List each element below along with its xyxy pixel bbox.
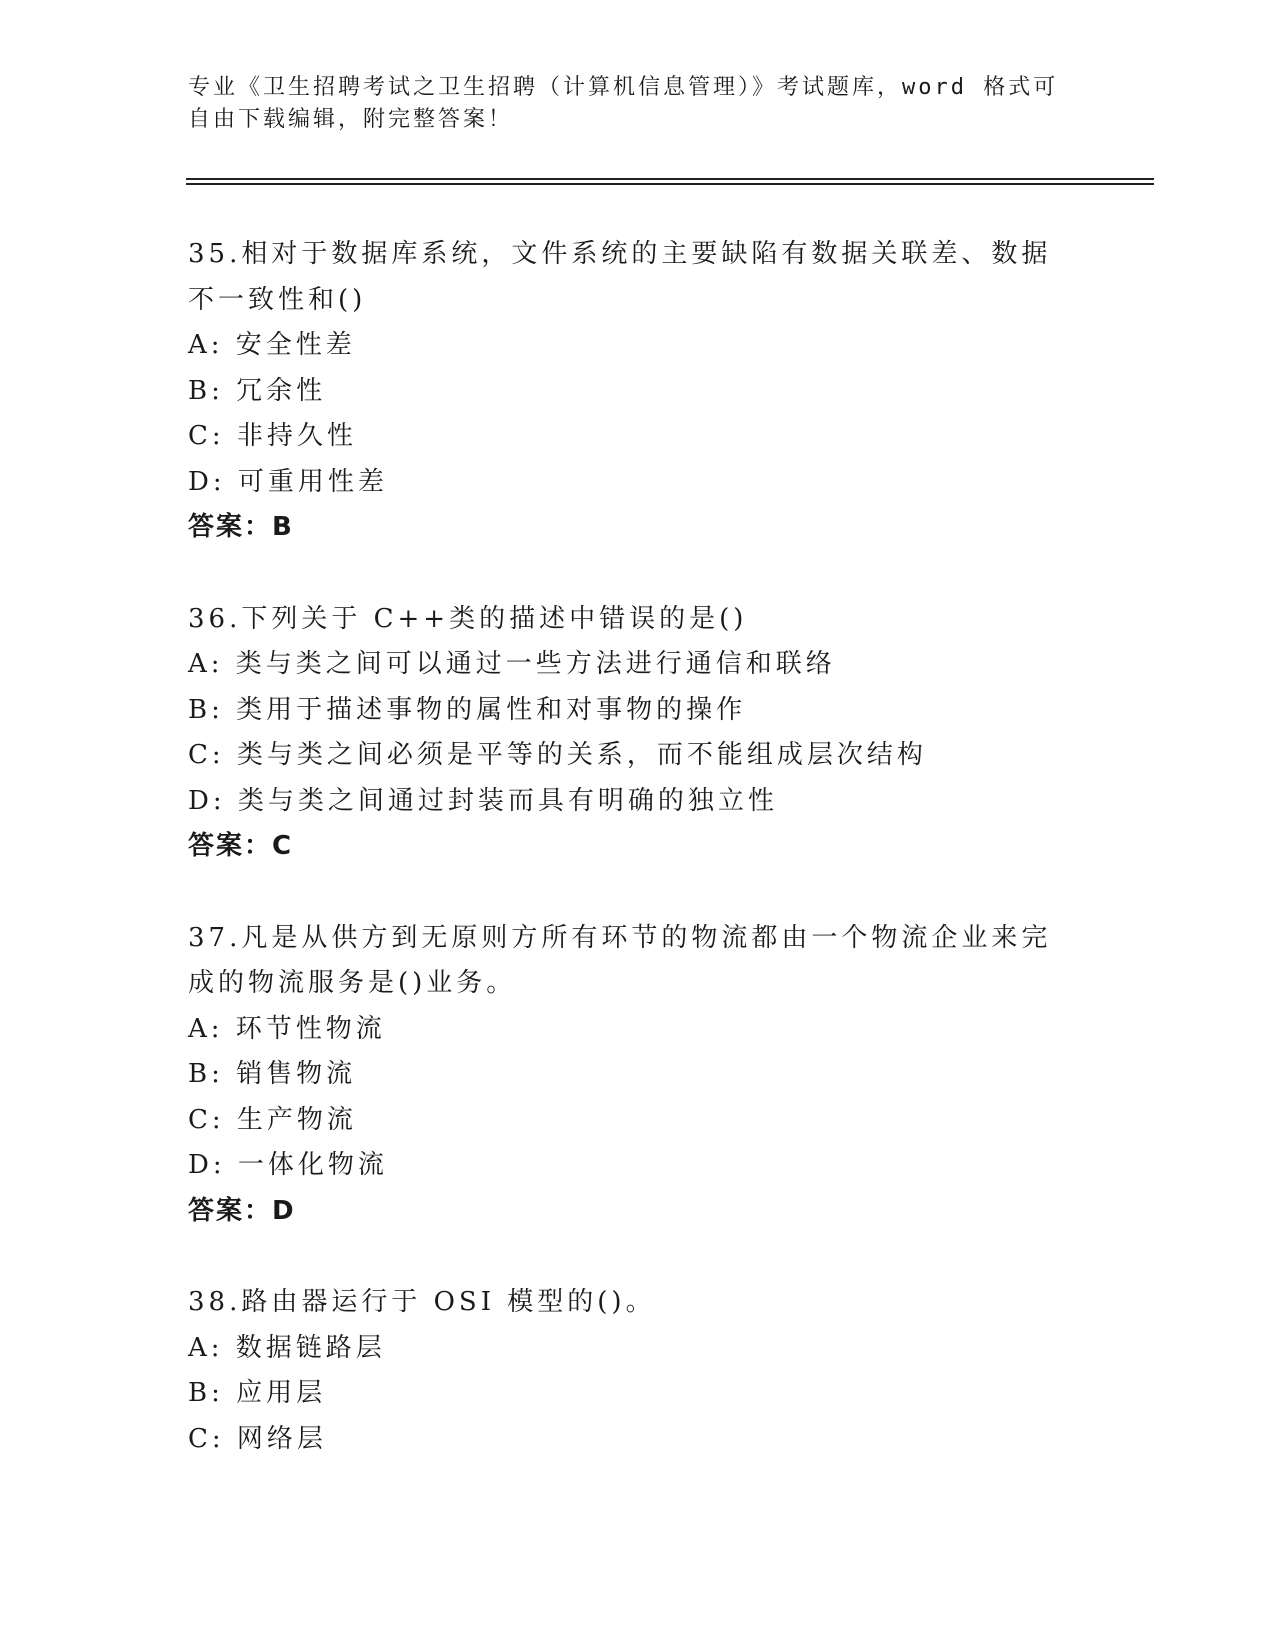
question-37 xyxy=(188,916,1088,1235)
answer-label: 答案：D xyxy=(188,1195,296,1226)
question-stem: 35.相对于数据库系统，文件系统的主要缺陷有数据关联差、数据不一致性和() xyxy=(188,239,1052,315)
option-b: B: 类用于描述事物的属性和对事物的操作 xyxy=(188,694,747,725)
question-list xyxy=(188,232,1088,1508)
option-c: C: 网络层 xyxy=(188,1423,327,1454)
question-stem: 36.下列关于 C++类的描述中错误的是() xyxy=(188,603,748,634)
answer-label: 答案：C xyxy=(188,831,294,861)
question-35 xyxy=(188,232,1088,551)
question-stem: 38.路由器运行于 OSI 模型的()。 xyxy=(188,1287,656,1317)
header-divider-top xyxy=(186,178,1154,180)
option-b: B: 应用层 xyxy=(188,1378,327,1408)
option-d: D: 可重用性差 xyxy=(188,466,388,497)
question-36 xyxy=(188,597,1088,870)
option-d: D: 一体化物流 xyxy=(188,1150,388,1180)
option-a: A: 安全性差 xyxy=(188,330,356,360)
option-c: C: 类与类之间必须是平等的关系，而不能组成层次结构 xyxy=(188,740,927,770)
option-d: D: 类与类之间通过封装而具有明确的独立性 xyxy=(188,785,778,816)
option-c: C: 非持久性 xyxy=(188,421,357,451)
option-a: A: 环节性物流 xyxy=(188,1013,386,1044)
header-divider-bottom xyxy=(186,183,1154,185)
option-a: A: 数据链路层 xyxy=(188,1332,386,1363)
option-b: B: 冗余性 xyxy=(188,375,327,406)
question-38 xyxy=(188,1280,1088,1462)
question-stem: 37.凡是从供方到无原则方所有环节的物流都由一个物流企业来完成的物流服务是()业务。 xyxy=(188,922,1052,998)
answer-label: 答案：B xyxy=(188,512,294,542)
option-c: C: 生产物流 xyxy=(188,1104,357,1135)
option-b: B: 销售物流 xyxy=(188,1059,357,1089)
document-header: 专业《卫生招聘考试之卫生招聘（计算机信息管理）》考试题库，word 格式可自由下载编辑，附完整答案！ xyxy=(188,75,1059,132)
option-a: A: 类与类之间可以通过一些方法进行通信和联络 xyxy=(188,649,836,679)
